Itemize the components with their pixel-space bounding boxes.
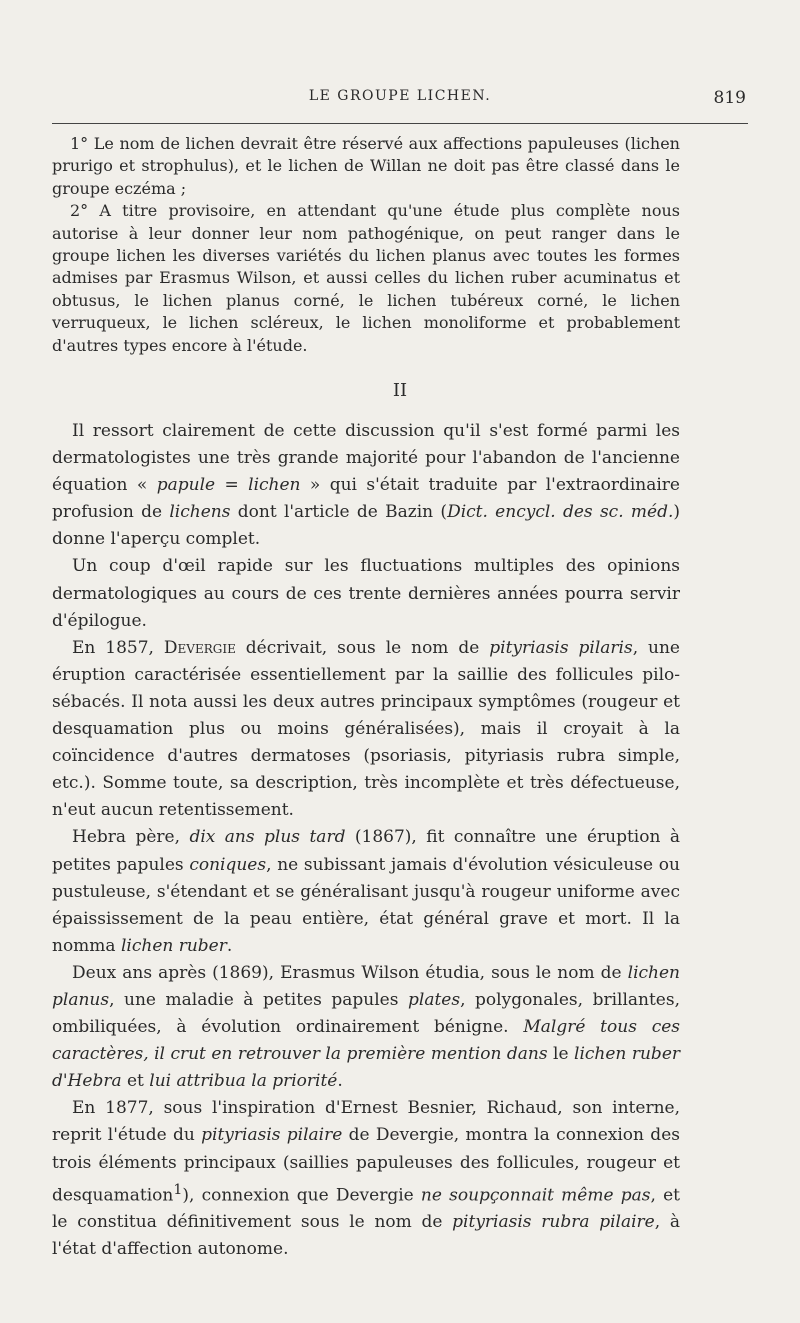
p3-italic-term: pityriasis pilaris xyxy=(489,637,633,658)
p4-text-e: , ne subissant jamais d'évolution vésiculeuse ou pustuleuse, s'étendant et se généralisant jusqu'à rougeur uniforme avec épaississement de la peau entière, état général grave et mort. Il la nomma xyxy=(52,854,680,956)
p5-italic-h: lichen ruber d'Hebra xyxy=(52,1044,681,1092)
p1-text-e: dont l'article de Bazin ( xyxy=(230,502,448,523)
p6-italic-b: pityriasis pilaire xyxy=(201,1125,343,1146)
p6-text-g: , et le constitua définitivement sous le nom de xyxy=(52,1185,681,1233)
p4-italic-b: dix ans plus tard xyxy=(189,827,346,848)
paragraph-3 xyxy=(52,635,680,825)
p5-text-g: le xyxy=(547,1044,575,1065)
paragraph-6 xyxy=(52,1095,680,1263)
paragraph-4 xyxy=(52,824,680,959)
numbered-conclusions xyxy=(52,133,680,357)
p1-text-g: ) donne l'aperçu complet. xyxy=(52,502,680,550)
p5-text-i: et xyxy=(121,1071,150,1092)
p6-text-e: ), connexion que Devergie xyxy=(182,1185,421,1206)
section-heading: II xyxy=(392,380,408,401)
p5-text-c: , une maladie à petites papules xyxy=(109,989,408,1010)
p5-italic-d: plates xyxy=(408,989,461,1010)
p5-italic-f: Malgré tous ces caractères, il crut en retrouver la première mention dans xyxy=(52,1017,681,1065)
p5-italic-b: lichen planus xyxy=(52,962,680,1010)
p5-italic-j: lui attribua la priorité xyxy=(149,1071,338,1092)
p4-italic-d: coniques xyxy=(189,854,267,875)
p6-text-i: , à l'état d'affection autonome. xyxy=(52,1212,680,1260)
p3-text-a: En 1857, xyxy=(72,637,164,658)
p3-author-devergie: Devergie xyxy=(163,637,236,658)
p6-text-c: de Devergie, montra la connexion des trois éléments principaux (saillies papuleuses des follicules, rougeur et desquamation xyxy=(52,1125,680,1206)
page-number: 819 xyxy=(713,88,746,108)
p1-text-a: Il ressort clairement de cette discussion qu'il s'est formé parmi les dermatologistes une très grande majorité pour l'abandon de l'ancienne équation « xyxy=(52,421,680,496)
paragraph-5 xyxy=(52,960,680,1095)
paragraph-1 xyxy=(52,418,680,553)
p4-italic-f: lichen ruber xyxy=(120,935,227,956)
p4-text-g: . xyxy=(226,935,233,956)
p1-text-c: » qui s'était traduite par l'extraordinaire profusion de xyxy=(52,475,680,523)
point-1-text: Le nom de lichen devrait être réservé aux affections papuleuses (lichen prurigo et strophulus), et le lichen de Willan ne doit pas être classé dans le groupe eczéma ; xyxy=(52,134,680,198)
footnote-marker: 1 xyxy=(173,1181,183,1198)
header-rule xyxy=(52,123,748,124)
p3-text-c: décrivait, sous le nom de xyxy=(235,637,490,658)
p5-text-e: , polygonales, brillantes, ombiliquées, à évolution ordinairement bénigne. xyxy=(52,989,680,1038)
page-header xyxy=(52,88,748,112)
p4-text-c: (1867), fit connaître une éruption à petites papules xyxy=(52,827,680,875)
point-1-number: 1° xyxy=(70,134,89,153)
point-2 xyxy=(52,200,680,357)
p1-italic-lichens: lichens xyxy=(169,502,231,523)
p6-text-a: En 1877, sous l'inspiration d'Ernest Besnier, Richaud, son interne, reprit l'étude du xyxy=(52,1098,680,1146)
point-1 xyxy=(52,133,680,200)
p4-text-a: Hebra père, xyxy=(72,827,190,848)
p5-text-a: Deux ans après (1869), Erasmus Wilson étudia, sous le nom de xyxy=(72,962,628,983)
point-2-text: A titre provisoire, en attendant qu'une étude plus complète nous autorise à leur donner leur nom pathogénique, on peut ranger dans le groupe lichen les diverses variétés du lichen planus avec toutes les formes admises par Erasmus Wilson, et aussi celles du lichen ruber acuminatus et obtusus, le lichen planus corné, le lichen tubéreux corné, le lichen verruqueux, le lichen scléreux, le lichen monoliforme et probablement d'autres types encore à l'étude. xyxy=(52,201,681,355)
p3-text-e: , une éruption caractérisée essentiellement par la saillie des follicules pilo-sébacés. Il nota aussi les deux autres principaux symptômes (rougeur et desquamation plus ou moins généralisées), mais il croyait à la coïncidence d'autres dermatoses (psoriasis, pityriasis rubra simple, etc.). Somme toute, sa description, très incomplète et très défectueuse, n'eut aucun retentissement. xyxy=(52,637,680,821)
p5-text-k: . xyxy=(337,1071,343,1092)
point-2-number: 2° xyxy=(70,201,89,221)
p6-italic-h: pityriasis rubra pilaire xyxy=(452,1212,655,1233)
p1-italic-equation: papule = lichen xyxy=(156,475,301,496)
running-title: LE GROUPE LICHEN. xyxy=(308,88,492,104)
p6-italic-f: ne soupçonnait même pas xyxy=(420,1185,651,1206)
paragraph-2: Un coup d'œil rapide sur les fluctuations multiples des opinions dermatologiques au cours de ces trente dernières années pourra servir d'épilogue. xyxy=(52,556,680,631)
main-text xyxy=(52,418,680,1264)
p1-italic-citation: Dict. encycl. des sc. méd. xyxy=(447,502,674,523)
